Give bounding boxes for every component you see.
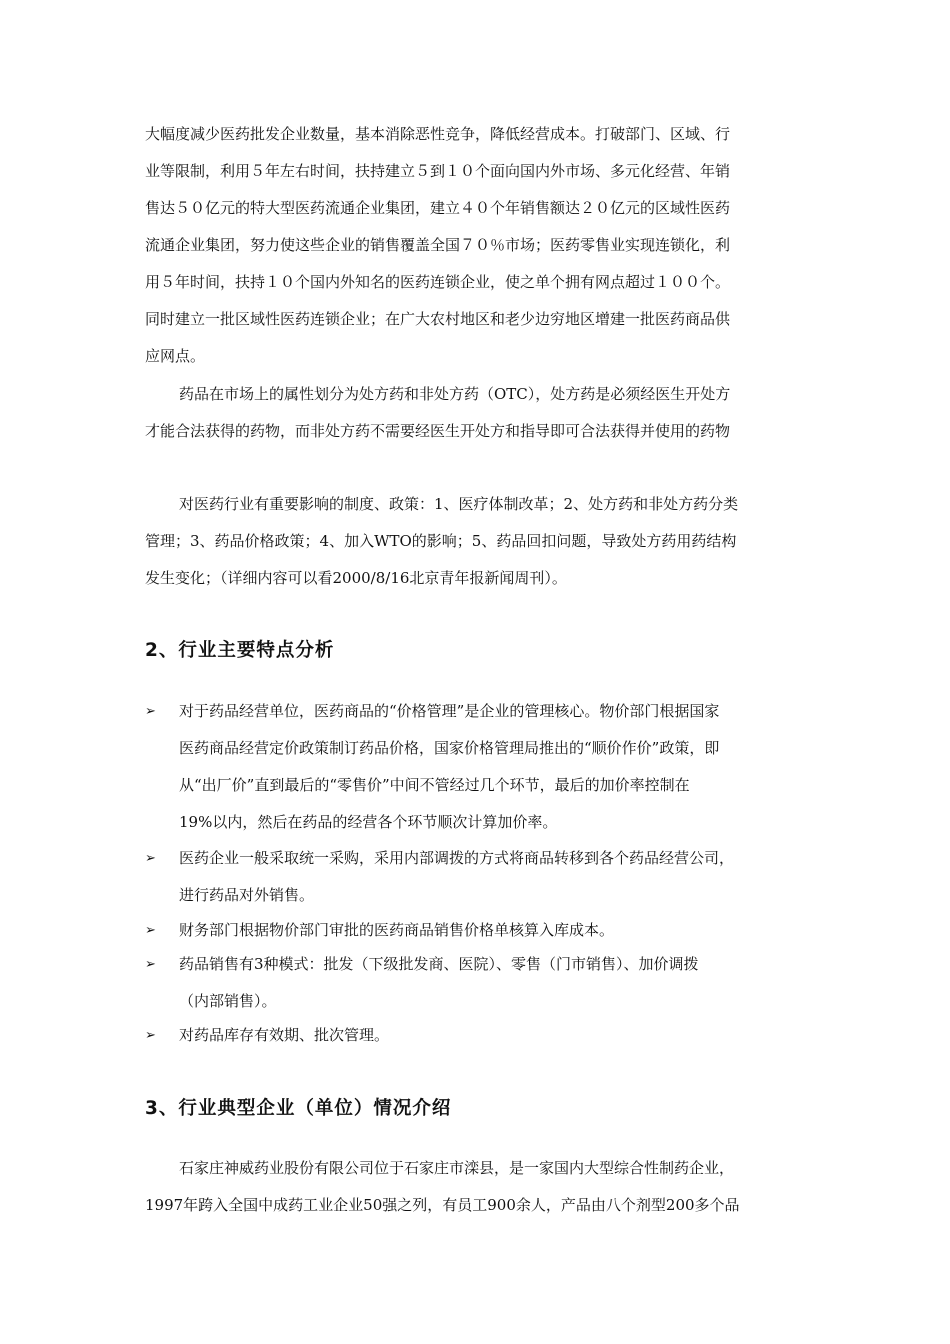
- text-line: 医药企业一般采取统一采购，采用内部调拨的方式将商品转移到各个药品经营公司，: [179, 849, 735, 867]
- arrow-bullet-icon: ➢: [145, 851, 156, 866]
- text-line: 流通企业集团，努力使这些企业的销售覆盖全国７０％市场；医药零售业实现连锁化，利: [145, 236, 731, 254]
- text-line: 管理；3、药品价格政策；4、加入WTO的影响；5、药品回扣问题，导致处方药用药结构: [145, 532, 737, 550]
- text-line: 售达５０亿元的特大型医药流通企业集团，建立４０个年销售额达２０亿元的区域性医药: [145, 199, 731, 217]
- text-line: 大幅度减少医药批发企业数量，基本消除恶性竞争，降低经营成本。打破部门、区域、行: [145, 125, 731, 143]
- text-line: 医药商品经营定价政策制订药品价格，国家价格管理局推出的“顺价作价”政策，即: [179, 739, 720, 757]
- text-line: 应网点。: [145, 347, 206, 365]
- text-line: 19%以内，然后在药品的经营各个环节顺次计算加价率。: [179, 813, 558, 831]
- paragraph-otc-definition: [145, 376, 815, 450]
- text-line: 对医药行业有重要影响的制度、政策：1、医疗体制改革；2、处方药和非处方药分类: [179, 495, 739, 513]
- text-line: 同时建立一批区域性医药连锁企业；在广大农村地区和老少边穷地区增建一批医药商品供: [145, 310, 731, 328]
- paragraph-company-intro: [145, 1150, 815, 1224]
- paragraph-policy-impacts: [145, 486, 815, 597]
- text-line: 药品销售有3种模式：批发（下级批发商、医院）、零售（门市销售）、加价调拨: [179, 955, 699, 973]
- text-line: 才能合法获得的药物，而非处方药不需要经医生开处方和指导即可合法获得并使用的药物: [145, 422, 731, 440]
- paragraph-policy-goals: [145, 116, 815, 375]
- arrow-bullet-icon: ➢: [145, 923, 156, 938]
- text-line: 发生变化；（详细内容可以看2000/8/16北京青年报新闻周刊）。: [145, 569, 567, 587]
- arrow-bullet-icon: ➢: [145, 1028, 156, 1043]
- text-line: 业等限制，利用５年左右时间，扶持建立５到１０个面向国内外市场、多元化经营、年销: [145, 162, 731, 180]
- text-line: 从“出厂价”直到最后的“零售价”中间不管经过几个环节，最后的加价率控制在: [179, 776, 690, 794]
- section-heading-3: 3、行业典型企业（单位）情况介绍: [145, 1098, 452, 1119]
- text-line: 用５年时间，扶持１０个国内外知名的医药连锁企业，使之单个拥有网点超过１００个。: [145, 273, 731, 291]
- text-line: 进行药品对外销售。: [179, 886, 315, 904]
- text-line: 石家庄神威药业股份有限公司位于石家庄市滦县，是一家国内大型综合性制药企业，: [179, 1159, 735, 1177]
- arrow-bullet-icon: ➢: [145, 957, 156, 972]
- arrow-bullet-icon: ➢: [145, 704, 156, 719]
- text-line: 对于药品经营单位，医药商品的“价格管理”是企业的管理核心。物价部门根据国家: [179, 702, 720, 720]
- text-line: 财务部门根据物价部门审批的医药商品销售价格单核算入库成本。: [179, 921, 615, 939]
- text-line: 1997年跨入全国中成药工业企业50强之列，有员工900余人，产品由八个剂型200多个品: [145, 1196, 740, 1214]
- section-heading-2: 2、行业主要特点分析: [145, 640, 335, 661]
- text-line: （内部销售）。: [179, 992, 277, 1010]
- text-line: 药品在市场上的属性划分为处方药和非处方药（OTC），处方药是必须经医生开处方: [179, 385, 731, 403]
- text-line: 对药品库存有效期、批次管理。: [179, 1026, 390, 1044]
